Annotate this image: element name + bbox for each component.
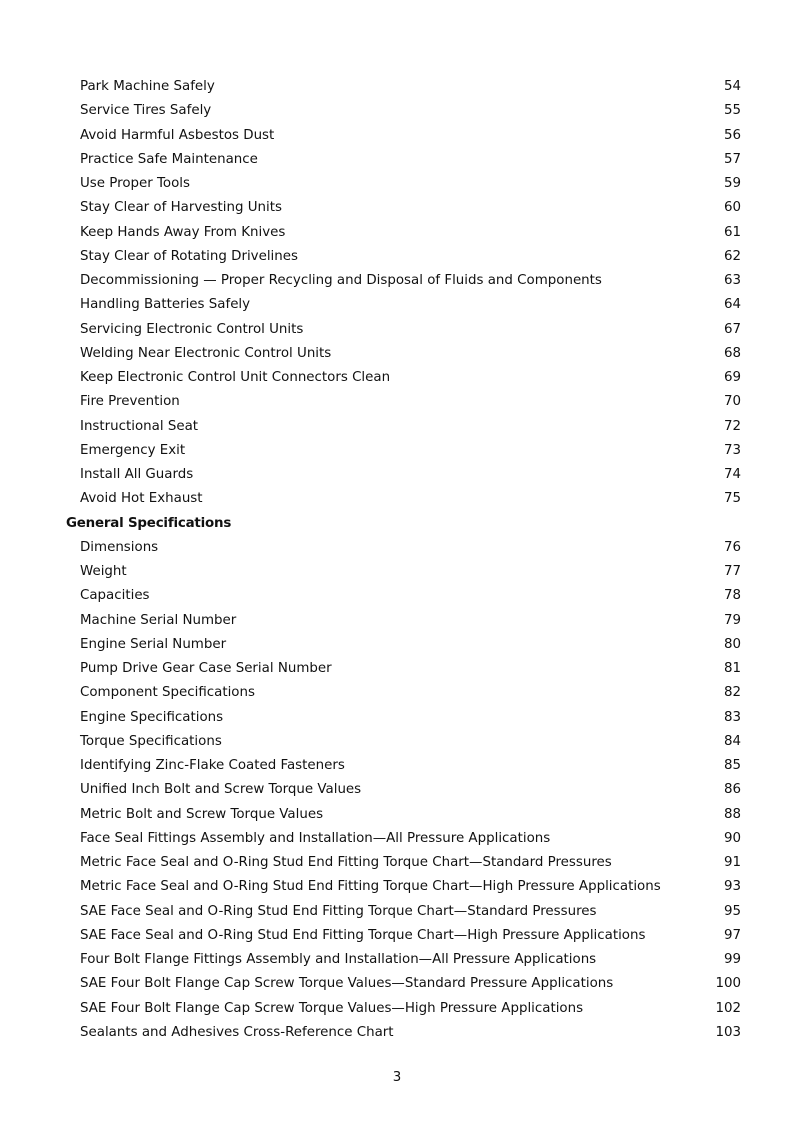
toc-entry-title: Metric Face Seal and O-Ring Stud End Fitting Torque Chart—High Pressure Applications [80,879,661,895]
toc-entry-page: 68 [723,345,741,361]
toc-entry-title: Instructional Seat [80,418,199,434]
toc-entry[interactable] [0,172,794,196]
toc-entry-page: 56 [723,127,741,143]
toc-entry[interactable] [0,657,794,681]
toc-entry-title: Avoid Harmful Asbestos Dust [80,127,275,143]
toc-entry[interactable] [0,463,794,487]
toc-entry-title: SAE Face Seal and O-Ring Stud End Fitting Torque Chart—Standard Pressures [80,903,597,919]
toc-entry[interactable] [0,584,794,608]
toc-entry[interactable] [0,318,794,342]
toc-entry-title: Engine Serial Number [80,636,227,652]
toc-entry-page: 93 [723,879,741,895]
toc-entry-page: 97 [723,927,741,943]
toc-entry-page: 83 [723,709,741,725]
table-of-contents [0,75,794,1045]
toc-entry-title: SAE Four Bolt Flange Cap Screw Torque Values—High Pressure Applications [80,1000,584,1016]
toc-entry-page: 90 [723,830,741,846]
toc-entry-page: 73 [723,442,741,458]
toc-entry-page: 95 [723,903,741,919]
toc-entry-title: Identifying Zinc-Flake Coated Fasteners [80,758,345,773]
toc-entry-title: Fire Prevention [80,394,180,410]
toc-section-heading[interactable] [0,512,794,536]
toc-entry[interactable] [0,827,794,851]
toc-entry[interactable] [0,342,794,366]
toc-entry-page: 76 [723,539,741,555]
toc-entry-page: 70 [723,394,741,410]
toc-entry-page: 85 [723,758,741,773]
toc-entry-title: Component Specifications [80,685,255,701]
toc-entry-title: Metric Face Seal and O-Ring Stud End Fitting Torque Chart—Standard Pressures [80,855,612,870]
toc-entry-page: 103 [715,1024,741,1040]
toc-entry[interactable] [0,148,794,172]
toc-entry[interactable] [0,99,794,123]
toc-entry-page: 57 [723,151,741,167]
toc-entry-title: Metric Bolt and Screw Torque Values [80,806,324,822]
toc-entry-title: Sealants and Adhesives Cross-Reference Chart [80,1024,394,1040]
toc-entry-title: Park Machine Safely [80,79,215,94]
toc-entry[interactable] [0,221,794,245]
toc-entry[interactable] [0,390,794,414]
toc-entry-page: 64 [723,297,741,313]
toc-entry-title: Handling Batteries Safely [80,297,251,313]
toc-entry-title: Service Tires Safely [80,103,212,119]
toc-entry-title: Welding Near Electronic Control Units [80,345,332,361]
toc-entry[interactable] [0,706,794,730]
toc-entry[interactable] [0,924,794,948]
toc-entry-title: Emergency Exit [80,442,186,458]
toc-entry-title: Stay Clear of Rotating Drivelines [80,248,298,264]
toc-entry-title: Dimensions [80,539,159,555]
toc-entry-page: 63 [723,273,741,288]
toc-entry-title: SAE Four Bolt Flange Cap Screw Torque Values—Standard Pressure Applications [80,976,614,992]
toc-entry[interactable] [0,851,794,875]
toc-entry-title: Pump Drive Gear Case Serial Number [80,661,332,676]
toc-entry[interactable] [0,803,794,827]
toc-entry-title: Keep Hands Away From Knives [80,224,286,240]
toc-entry-title: Servicing Electronic Control Units [80,321,304,337]
toc-entry-title: Face Seal Fittings Assembly and Installation—All Pressure Applications [80,830,551,846]
toc-entry-page: 67 [723,321,741,337]
toc-entry[interactable] [0,560,794,584]
toc-entry-page: 62 [723,248,741,264]
toc-entry-page: 77 [723,564,741,579]
toc-entry[interactable] [0,439,794,463]
toc-entry-title: Torque Specifications [80,733,222,749]
toc-entry-page: 81 [723,661,741,676]
toc-entry-page: 75 [723,491,741,507]
toc-entry[interactable] [0,536,794,560]
toc-entry[interactable] [0,75,794,99]
toc-entry-title: Weight [80,564,127,579]
toc-entry-page: 55 [723,103,741,119]
toc-entry[interactable] [0,124,794,148]
toc-entry[interactable] [0,948,794,972]
toc-entry-page: 72 [723,418,741,434]
toc-entry[interactable] [0,196,794,220]
toc-entry-title: General Specifications [66,515,232,531]
toc-entry-page: 78 [723,588,741,604]
toc-entry-page: 86 [723,782,741,798]
toc-entry[interactable] [0,754,794,778]
toc-entry-title: Practice Safe Maintenance [80,151,258,167]
toc-entry-page: 79 [723,612,741,628]
toc-entry[interactable] [0,366,794,390]
toc-entry-title: Use Proper Tools [80,176,191,191]
toc-entry-title: Engine Specifications [80,709,224,725]
toc-entry[interactable] [0,972,794,996]
toc-entry[interactable] [0,245,794,269]
toc-entry-title: Stay Clear of Harvesting Units [80,200,282,216]
toc-entry-page: 102 [715,1000,741,1016]
toc-entry-title: Four Bolt Flange Fittings Assembly and Installation—All Pressure Applications [80,952,597,967]
toc-entry-page: 74 [723,467,741,482]
toc-entry-title: Avoid Hot Exhaust [80,491,203,507]
toc-entry-title: Keep Electronic Control Unit Connectors Clean [80,370,391,385]
toc-entry[interactable] [0,681,794,705]
toc-entry-title: Capacities [80,588,150,604]
toc-entry[interactable] [0,293,794,317]
page-number: 3 [392,1070,402,1085]
toc-entry[interactable] [0,900,794,924]
toc-entry-title: Decommissioning — Proper Recycling and Disposal of Fluids and Components [80,273,602,288]
toc-entry[interactable] [0,633,794,657]
toc-entry-title: Install All Guards [80,467,194,482]
toc-entry-page: 60 [723,200,741,216]
toc-entry[interactable] [0,487,794,511]
toc-entry-page: 69 [723,370,741,385]
toc-entry[interactable] [0,269,794,293]
toc-entry-page: 54 [723,79,741,94]
toc-entry-title: Unified Inch Bolt and Screw Torque Values [80,782,362,798]
toc-entry-page: 88 [723,806,741,822]
toc-entry-page: 80 [723,636,741,652]
toc-entry-page: 99 [723,952,741,967]
toc-entry[interactable] [0,730,794,754]
toc-entry-page: 82 [723,685,741,701]
toc-entry-page: 59 [723,176,741,191]
toc-entry-title: SAE Face Seal and O-Ring Stud End Fitting Torque Chart—High Pressure Applications [80,927,646,943]
toc-entry[interactable] [0,415,794,439]
toc-entry-page: 91 [723,855,741,870]
toc-entry-page: 84 [723,733,741,749]
toc-entry[interactable] [0,1021,794,1045]
toc-entry-page: 61 [723,224,741,240]
toc-entry[interactable] [0,778,794,802]
toc-entry-title: Machine Serial Number [80,612,237,628]
toc-entry[interactable] [0,609,794,633]
toc-entry[interactable] [0,875,794,899]
toc-entry[interactable] [0,997,794,1021]
toc-entry-page: 100 [715,976,741,992]
